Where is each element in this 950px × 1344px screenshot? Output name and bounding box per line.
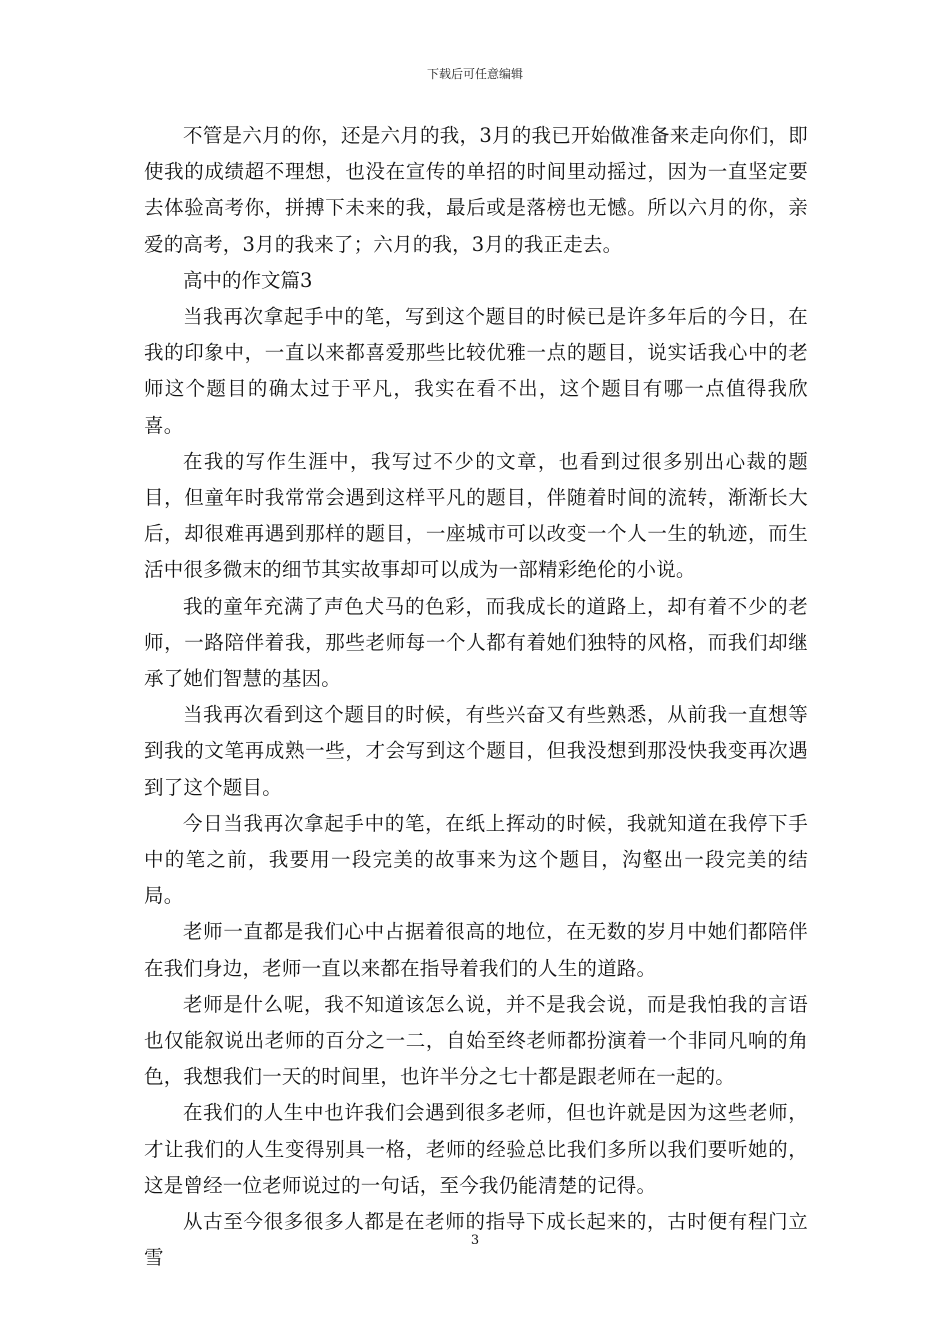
page-header: 下载后可任意编辑: [426, 67, 523, 81]
paragraph: 在我的写作生涯中，我写过不少的文章，也看到过很多别出心裁的题目，但童年时我常常会遇到这样平凡的题目，伴随着时间的流转，渐渐长大后，却很难再遇到那样的题目，一座城市可以改变一个人一生的轨迹，而生活中很多微末的细节其实故事却可以成为一部精彩绝伦的小说。: [144, 449, 808, 582]
page-number: 3: [470, 1233, 480, 1248]
paragraph: 老师是什么呢，我不知道该怎么说，并不是我会说，而是我怕我的言语也仅能叙说出老师的百分之一二，自始至终老师都扮演着一个非同凡响的角色，我想我们一天的时间里，也许半分之七十都是跟老师在一起的。: [144, 992, 808, 1089]
paragraph: 从古至今很多很多人都是在老师的指导下成长起来的，古时便有程门立雪: [144, 1210, 808, 1270]
body-text: [144, 118, 808, 1277]
section-heading: 高中的作文篇3: [183, 268, 313, 292]
paragraph: 今日当我再次拿起手中的笔，在纸上挥动的时候，我就知道在我停下手中的笔之前，我要用一段完美的故事来为这个题目，沟壑出一段完美的结局。: [144, 811, 808, 908]
paragraph: 老师一直都是我们心中占据着很高的地位，在无数的岁月中她们都陪伴在我们身边，老师一直以来都在指导着我们的人生的道路。: [144, 920, 808, 980]
paragraph: 不管是六月的你，还是六月的我，3月的我已开始做准备来走向你们，即使我的成绩超不理想，也没在宣传的单招的时间里动摇过，因为一直坚定要去体验高考你，拼搏下未来的我，最后或是落榜也无憾。所以六月的你，亲爱的高考，3月的我来了；六月的我，3月的我正走去。: [144, 124, 808, 256]
paragraph: 当我再次拿起手中的笔，写到这个题目的时候已是许多年后的今日，在我的印象中，一直以来都喜爱那些比较优雅一点的题目，说实话我心中的老师这个题目的确太过于平凡，我实在看不出，这个题目有哪一点值得我欣喜。: [144, 305, 808, 437]
paragraph: 当我再次看到这个题目的时候，有些兴奋又有些熟悉，从前我一直想等到我的文笔再成熟一些，才会写到这个题目，但我没想到那没快我变再次遇到了这个题目。: [144, 703, 808, 799]
paragraph: 在我们的人生中也许我们会遇到很多老师，但也许就是因为这些老师，才让我们的人生变得别具一格，老师的经验总比我们多所以我们要听她的，这是曾经一位老师说过的一句话，至今我仍能清楚的记得。: [144, 1101, 808, 1197]
paragraph: 我的童年充满了声色犬马的色彩，而我成长的道路上，却有着不少的老师，一路陪伴着我，那些老师每一个人都有着她们独特的风格，而我们却继承了她们智慧的基因。: [144, 594, 808, 691]
